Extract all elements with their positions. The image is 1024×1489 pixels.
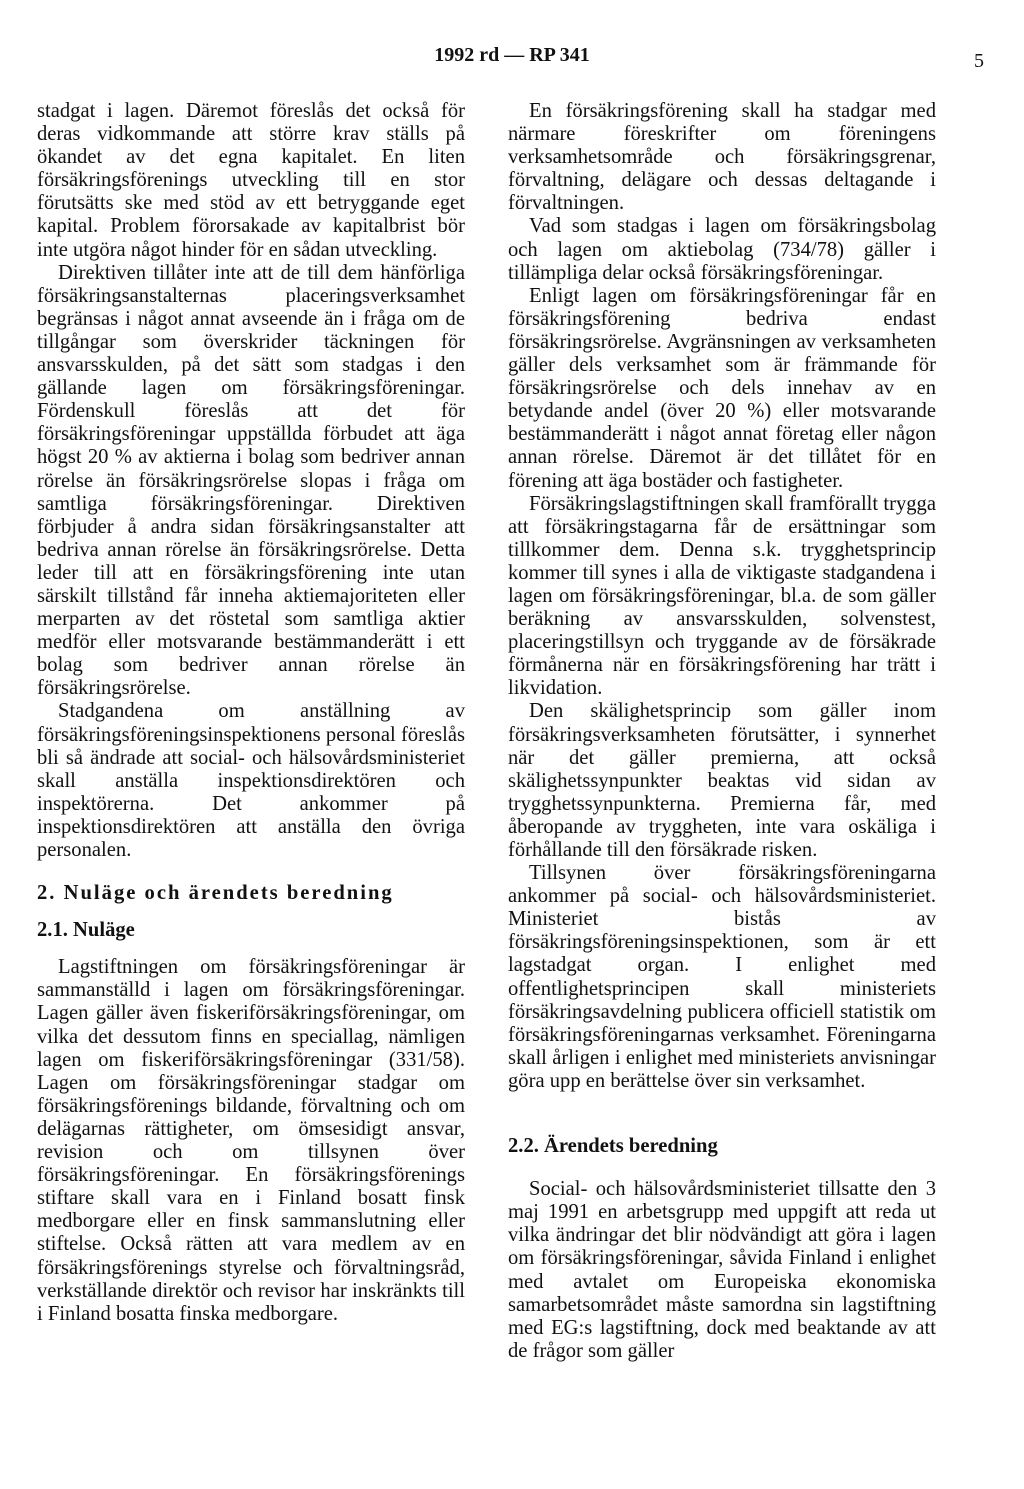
subsection-heading: 2.1. Nuläge	[37, 919, 135, 942]
page-header	[0, 44, 1024, 84]
paragraph: Försäkringslagstiftningen skall framförallt trygga att försäkringstagarna får de ersättningar som tillkommer dem. Denna s.k. trygghetsprincip kommer till synes i alla de viktigaste stadgandena i lagen om försäkringsföreningar, bl.a. de som gäller beräkning av ansvarsskulden, solvenstest, placeringstillsyn och tryggande av de försäkrade förmånerna när en försäkringsförening har trätt i likvidation.	[508, 492, 936, 700]
paragraph: Lagstiftningen om försäkringsföreningar är sammanställd i lagen om försäkringsföreningar. Lagen gäller även fiskeriförsäkringsföreningar, om vilka det dessutom finns en speciallag, nämligen lagen om fiskeriförsäkringsföreningar (331/58). Lagen om försäkringsföreningar stadgar om försäkringsförenings bildande, förvaltning och om delägarnas rättigheter, om ömsesidigt ansvar, revision och om tillsynen över försäkringsföreningar. En försäkringsförenings stiftare skall vara en i Finland bosatt finsk medborgare eller en finsk sammanslutning eller stiftelse. Också rätten att vara medlem av en försäkringsförenings styrelse och förvaltningsråd, verkställande direktör och revisor har inskränkts till i Finland bosatta finska medborgare.	[37, 956, 465, 1325]
paragraph: Vad som stadgas i lagen om försäkringsbolag och lagen om aktiebolag (734/78) gäller i tillämpliga delar också försäkringsföreningar.	[508, 215, 936, 284]
paragraph: Den skälighetsprincip som gäller inom försäkringsverksamheten förutsätter, i synnerhet när det gäller premierna, att också skälighetssynpunkter beaktas vid sidan av trygghetssynpunkterna. Premierna får, med åberopande av tryggheten, inte vara oskäliga i förhållande till den försäkrade risken.	[508, 700, 936, 861]
right-column	[508, 100, 936, 1363]
running-head: 1992 rd — RP 341	[434, 44, 590, 66]
subsection-heading: 2.2. Ärendets beredning	[508, 1135, 718, 1158]
left-column	[37, 100, 465, 1326]
paragraph: Stadgandena om anställning av försäkringsföreningsinspektionens personal föreslås bli så ändrade att social- och hälsovårdsministeriet skall anställa inspektionsdirektören och inspektörerna. Det ankommer på inspektionsdirektören att anställa den övriga personalen.	[37, 700, 465, 861]
section-heading: 2. Nuläge och ärendets beredning	[37, 882, 394, 905]
paragraph: Enligt lagen om försäkringsföreningar får en försäkringsförening bedriva endast försäkringsrörelse. Avgränsningen av verksamheten gäller dels verksamhet som är främmande för försäkringsrörelse och dels innehav av en betydande andel (över 20 %) eller motsvarande bestämmanderätt i något annat företag eller någon annan rörelse. Däremot är det tillåtet för en förening att äga bostäder och fastigheter.	[508, 284, 936, 492]
page-number: 5	[974, 50, 984, 72]
paragraph: stadgat i lagen. Däremot föreslås det också för deras vidkommande att större krav ställs på ökandet av det egna kapitalet. En liten försäkringsförenings utveckling till en stor förutsätts ske med stöd av ett betryggande eget kapital. Problem förorsakade av kapitalbrist bör inte utgöra något hinder för en sådan utveckling.	[37, 100, 465, 261]
paragraph: Social- och hälsovårdsministeriet tillsatte den 3 maj 1991 en arbetsgrupp med uppgift att reda ut vilka ändringar det blir nödvändigt att göra i lagen om försäkringsföreningar, såvida Finland i enlighet med avtalet om Europeiska ekonomiska samarbetsområdet måste samordna sin lagstiftning med EG:s lagstiftning, dock med beaktande av att de frågor som gäller	[508, 1178, 936, 1362]
paragraph: Tillsynen över försäkringsföreningarna ankommer på social- och hälsovårdsministeriet. Ministeriet bistås av försäkringsföreningsinspektionen, som är ett lagstadgat organ. I enlighet med offentlighetsprincipen skall ministeriets försäkringsavdelning publicera officiell statistik om försäkringsföreningarnas verksamhet. Föreningarna skall årligen i enlighet med ministeriets anvisningar göra upp en berättelse över sin verksamhet.	[508, 862, 936, 1092]
paragraph: Direktiven tillåter inte att de till dem hänförliga försäkringsanstalternas placeringsverksamhet begränsas i något annat avseende än i fråga om de tillgångar som överskrider täckningen för ansvarsskulden, på det sätt som stadgas i den gällande lagen om försäkringsföreningar. Fördenskull föreslås att det för försäkringsföreningar uppställda förbudet att äga högst 20 % av aktierna i bolag som bedriver annan rörelse än försäkringsrörelse slopas i fråga om samtliga försäkringsföreningar. Direktiven förbjuder å andra sidan försäkringsanstalter att bedriva annan rörelse än försäkringsrörelse. Detta leder till att en försäkringsförening inte utan särskilt tillstånd får inneha aktiemajoriteten eller merparten av det röstetal som samtliga aktier medför eller motsvarande bestämmanderätt i ett bolag som bedriver annan rörelse än försäkringsrörelse.	[37, 261, 465, 700]
paragraph: En försäkringsförening skall ha stadgar med närmare föreskrifter om föreningens verksamhetsområde och försäkringsgrenar, förvaltning, delägare och dessas deltagande i förvaltningen.	[508, 100, 936, 215]
